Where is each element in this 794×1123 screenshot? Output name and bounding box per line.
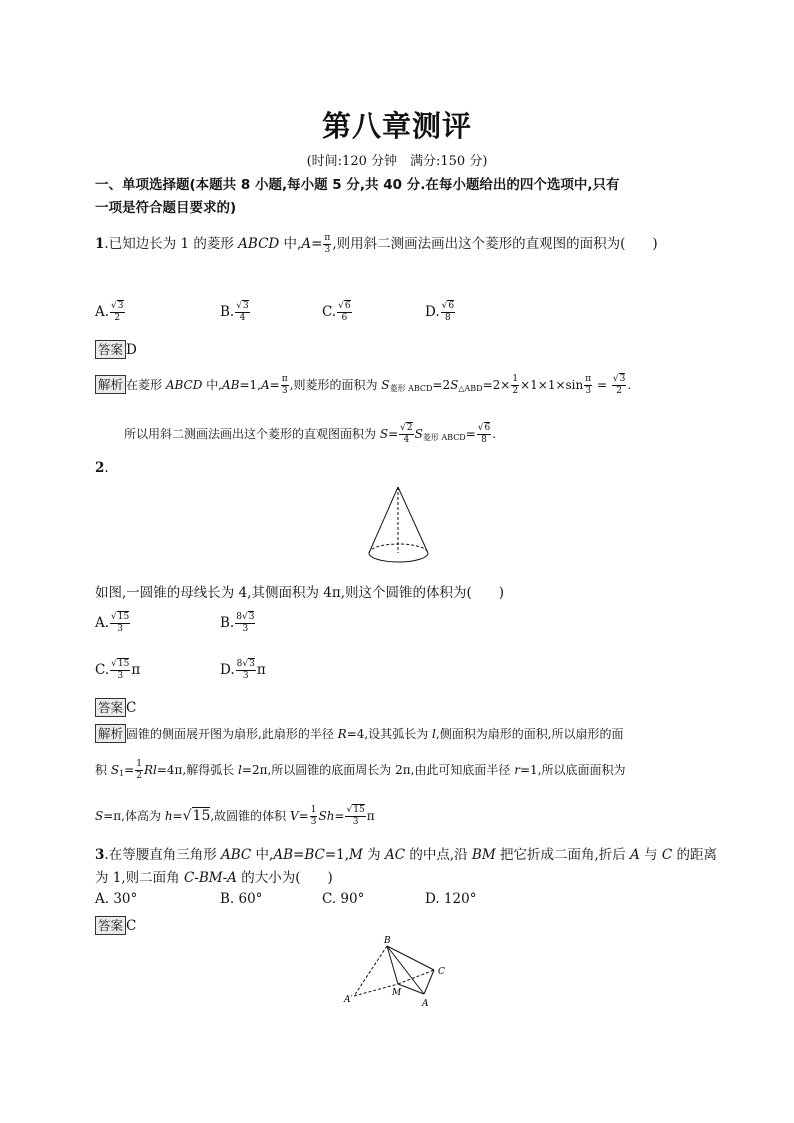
- section-heading-line1: 一、单项选择题(本题共 8 小题,每小题 5 分,共 40 分.在每小题给出的四个选项中,只有: [95, 177, 620, 193]
- folded-triangle-figure: [340, 932, 460, 1012]
- page-title: 第八章测评: [321, 109, 472, 143]
- q1-answer: 答案 D: [95, 340, 137, 359]
- q3-option-a: A. 30°: [95, 891, 138, 907]
- q3-stem-line2: 为 1,则二面角 C-BM-A 的大小为( ): [95, 870, 333, 886]
- q1-stem: 1.已知边长为 1 的菱形 ABCD 中,A= $\frac{\pi}{3}$ ,则用斜二测画法画出这个菱形的直观图的面积为( ): [95, 233, 658, 255]
- q1-option-c: C. $\frac{√6}{6}$: [322, 301, 351, 323]
- fig-label-c: C: [438, 967, 445, 977]
- q1-analysis-line2: 所以用斜二测画法画出这个菱形的直观图面积为 S= $\frac{√2}{4}$ S菱形 ABCD= $\frac{√6}{8}$ .: [124, 423, 497, 445]
- q2-option-d: D. $\frac{8√3}{3}$ π: [220, 659, 266, 681]
- fig-label-a-prime: A′: [344, 995, 353, 1005]
- page-subtitle: (时间:120 分钟 满分:150 分): [306, 154, 488, 169]
- section-heading-line2: 一项是符合题目要求的): [95, 200, 237, 216]
- fig-label-b: B: [384, 936, 391, 946]
- analysis-tag: 解析: [95, 375, 126, 394]
- q2-option-b: B. $\frac{8√3}{3}$: [220, 612, 255, 634]
- q2-answer: 答案 C: [95, 698, 136, 717]
- q3-answer: 答案 C: [95, 916, 136, 935]
- q1-analysis-line1: 解析 在菱形 ABCD 中,AB=1,A= $\frac{\pi}{3}$ ,则菱形的面积为 S菱形 ABCD=2S△ABD=2× $\frac{1}{2}$ ×1×1×sin $\frac{\pi}{3}$ = $\frac{√3}{2}$ .: [95, 375, 631, 396]
- q2-analysis-line1: 解析 圆锥的侧面展开图为扇形,此扇形的半径 R=4,设其弧长为 l,侧面积为扇形的面积,所以扇形的面: [95, 724, 624, 743]
- q2-analysis-line3: S=π,体高为 h=√15,故圆锥的体积 V= $\frac{1}{3}$ Sh= $\frac{√15}{3}$ π: [95, 805, 375, 827]
- q1-frac-pi3: $\frac{\pi}{3}$: [324, 233, 331, 255]
- q3-option-d: D. 120°: [425, 891, 477, 907]
- q2-option-c: C. $\frac{√15}{3}$ π: [95, 659, 141, 681]
- q3-option-c: C. 90°: [322, 891, 365, 907]
- answer-tag: 答案: [95, 340, 126, 359]
- q3-option-b: B. 60°: [220, 891, 263, 907]
- cone-figure: [360, 483, 440, 571]
- q2-analysis-line2: 积 S1= $\frac{1}{2}$ Rl=4π,解得弧长 l=2π,所以圆锥的底面周长为 2π,由此可知底面半径 r=1,所以底面面积为: [95, 759, 626, 781]
- q1-option-d: D. $\frac{√6}{8}$: [425, 301, 455, 323]
- q1-number: 1: [95, 236, 105, 252]
- q2-option-a: A. $\frac{√15}{3}$: [95, 612, 130, 634]
- fig-label-m: M: [392, 988, 402, 998]
- q1-option-b: B. $\frac{√3}{4}$: [220, 301, 249, 323]
- q3-stem-line1: 3.在等腰直角三角形 ABC 中,AB=BC=1,M 为 AC 的中点,沿 BM 把它折成二面角,折后 A 与 C 的距离: [95, 847, 718, 863]
- q2-number: 2.: [95, 460, 109, 476]
- fig-label-a: A: [422, 999, 429, 1009]
- q1-option-a: A. $\frac{√3}{2}$: [95, 301, 124, 323]
- q2-stem: 如图,一圆锥的母线长为 4,其侧面积为 4π,则这个圆锥的体积为( ): [95, 585, 505, 601]
